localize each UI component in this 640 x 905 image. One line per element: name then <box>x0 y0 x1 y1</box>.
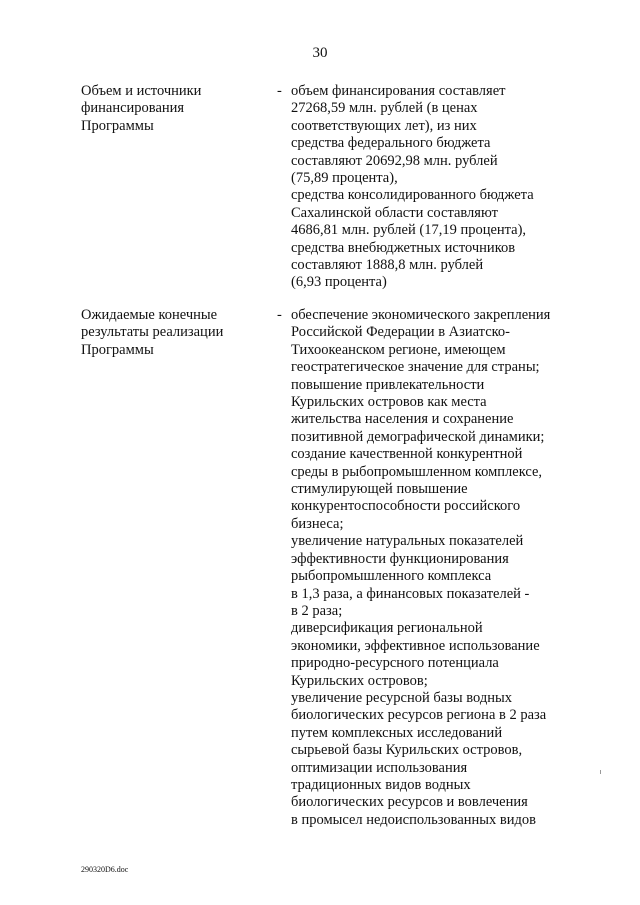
footer-file-name: 290320D6.doc <box>81 865 129 874</box>
page-number: 30 <box>312 45 328 61</box>
funding-dash: - <box>277 83 282 99</box>
results-label: Ожидаемые конечные результаты реализации Программы <box>81 307 224 358</box>
scan-mark <box>600 770 601 774</box>
results-value: обеспечение экономического закрепления Российской Федерации в Азиатско- Тихоокеанском регионе, имеющем геостратегическое значение для страны; повышение привлекательности Курильских островов как места жительства населения и сохранение позитивной демографической динамики; создание качественной конкурентной среды в рыбопромышленном комплексе, стимулирующей повышение конкурентоспособности российского бизнеса; увеличение натуральных показателей эффективности функционирования рыбопромышленного комплекса в 1,3 раза, а финансовых показателей - в 2 раза; диверсификация региональной экономики, эффективное использование природно-ресурсного потенциала Курильских островов; увеличение ресурсной базы водных биологических ресурсов региона в 2 раза путем комплексных исследований сырьевой базы Курильских островов, оптимизации использования традиционных видов водных биологических ресурсов и вовлечения в промысел недоиспользованных видов <box>291 307 551 828</box>
results-dash: - <box>277 307 282 323</box>
funding-label: Объем и источники финансирования Программы <box>81 83 202 134</box>
funding-value: объем финансирования составляет 27268,59 млн. рублей (в ценах соответствующих лет), из них средства федерального бюджета составляют 20692,98 млн. рублей (75,89 процента), средства консолидированного бюджета Сахалинской области составляют 4686,81 млн. рублей (17,19 процента), средства внебюджетных источников составляют 1888,8 млн. рублей (6,93 процента) <box>291 83 534 291</box>
